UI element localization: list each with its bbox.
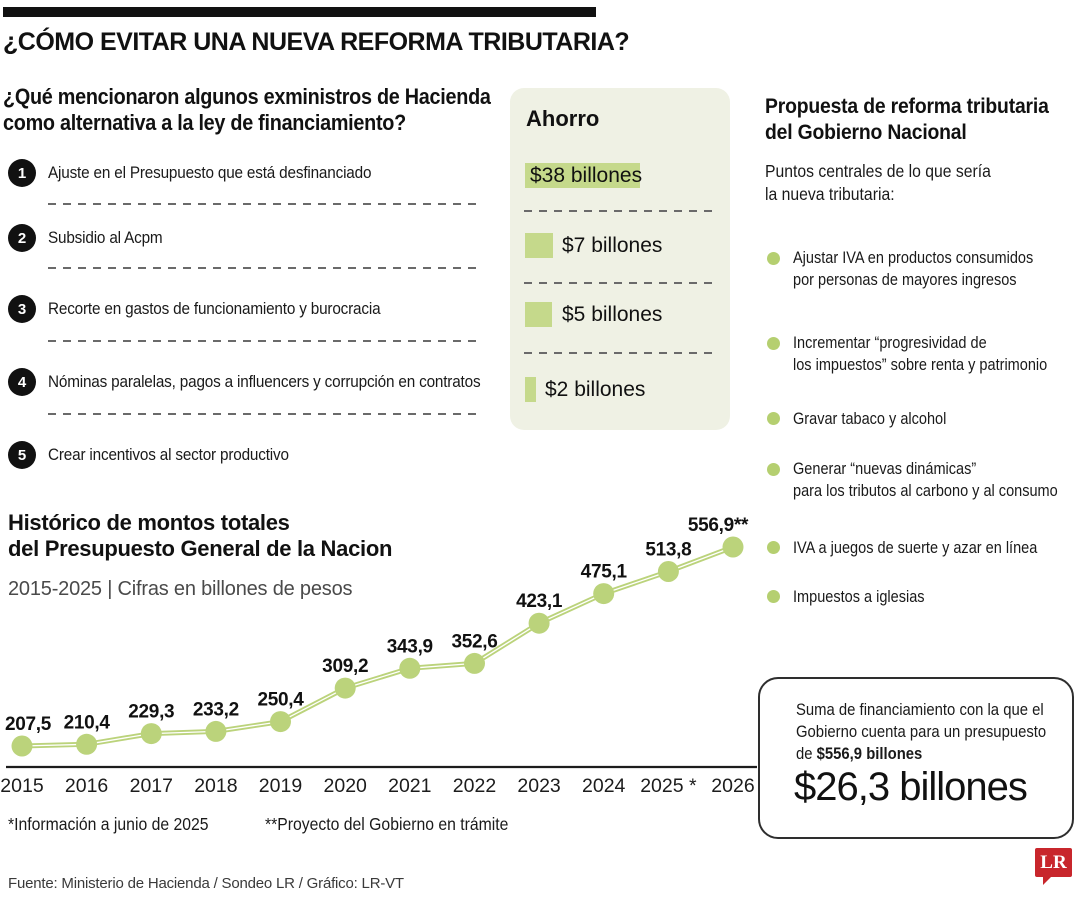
question-line1: ¿Qué mencionaron algunos exministros de Hacienda: [3, 84, 491, 109]
svg-text:2022: 2022: [452, 775, 497, 797]
chart-subtitle: 2015-2025 | Cifras en billones de pesos: [8, 578, 353, 600]
svg-text:2023: 2023: [517, 775, 561, 797]
divider: [48, 267, 482, 269]
list-item: Recorte en gastos de funcionamiento y burocracia: [48, 299, 381, 318]
ahorro-panel: [510, 88, 730, 430]
ahorro-bar-2: [525, 377, 536, 402]
proposal-title: Propuesta de reforma tributaria del Gobierno Nacional: [765, 94, 1049, 144]
item-5-number: 5: [8, 441, 36, 469]
svg-text:309,2: 309,2: [322, 656, 369, 678]
bullet-icon: [767, 337, 780, 350]
proposal-bullet: Impuestos a iglesias: [793, 588, 925, 606]
svg-text:2017: 2017: [129, 775, 173, 797]
ahorro-title: Ahorro: [526, 106, 600, 131]
ahorro-value: $2 billones: [545, 378, 646, 401]
svg-text:475,1: 475,1: [580, 561, 627, 583]
lr-logo-text: LR: [1040, 851, 1067, 873]
svg-text:2024: 2024: [582, 775, 626, 797]
divider: [524, 282, 712, 284]
list-item: Crear incentivos al sector productivo: [48, 445, 289, 464]
proposal-bullet: Gravar tabaco y alcohol: [793, 410, 947, 428]
chart-title: Histórico de montos totales del Presupuesto General de la Nacion: [8, 510, 393, 561]
svg-text:233,2: 233,2: [192, 699, 239, 721]
summary-text: Suma de financiamiento con la que el Gobierno cuenta para un presupuesto de $556,9 billones: [796, 701, 1047, 763]
svg-text:2016: 2016: [64, 775, 109, 797]
proposal-bullet: Incrementar “progresividad de los impuestos” sobre renta y patrimonio: [793, 334, 1048, 374]
svg-text:2018: 2018: [194, 775, 238, 797]
svg-text:2021: 2021: [388, 775, 432, 797]
svg-text:556,9**: 556,9**: [687, 515, 749, 536]
list-item: Subsidio al Acpm: [48, 228, 163, 247]
source-credit: Fuente: Ministerio de Hacienda / Sondeo LR / Gráfico: LR-VT: [8, 875, 404, 892]
divider: [524, 352, 712, 354]
svg-text:229,3: 229,3: [128, 701, 175, 723]
budget-line-chart: [0, 500, 760, 805]
svg-text:2026: 2026: [711, 775, 755, 797]
bullet-icon: [767, 590, 780, 603]
title-rule: [3, 7, 596, 17]
list-item: Ajuste en el Presupuesto que está desfinanciado: [48, 163, 372, 182]
divider: [524, 210, 712, 212]
bullet-icon: [767, 541, 780, 554]
proposal-bullet: IVA a juegos de suerte y azar en línea: [793, 539, 1038, 557]
ahorro-bar-5: [525, 302, 552, 327]
proposal-bullet: Ajustar IVA en productos consumidos por personas de mayores ingresos: [793, 249, 1034, 289]
page-title: ¿CÓMO EVITAR UNA NUEVA REFORMA TRIBUTARIA?: [3, 28, 630, 56]
svg-text:352,6: 352,6: [451, 631, 498, 653]
item-1-number: 1: [8, 159, 36, 187]
divider: [48, 340, 482, 342]
svg-text:210,4: 210,4: [63, 712, 110, 734]
lr-logo-tail: [1043, 876, 1052, 885]
question-line2: como alternativa a la ley de financiamiento?: [3, 110, 406, 135]
svg-text:2025 *: 2025 *: [640, 775, 697, 797]
item-3-number: 3: [8, 295, 36, 323]
svg-text:207,5: 207,5: [4, 714, 52, 735]
proposal-bullet: Generar “nuevas dinámicas” para los tributos al carbono y al consumo: [793, 460, 1058, 500]
item-2-number: 2: [8, 224, 36, 252]
item-4-number: 4: [8, 368, 36, 396]
ahorro-value: $7 billones: [562, 234, 663, 257]
divider: [48, 203, 482, 205]
svg-text:423,1: 423,1: [516, 591, 563, 613]
svg-text:250,4: 250,4: [257, 689, 304, 711]
proposal-column: [765, 0, 1080, 660]
footnote-1: *Información a junio de 2025: [8, 814, 209, 834]
ahorro-value: $38 billones: [530, 164, 643, 187]
summary-bold-amount: $556,9 billones: [816, 745, 923, 763]
svg-text:343,9: 343,9: [386, 636, 433, 658]
bullet-icon: [767, 412, 780, 425]
bullet-icon: [767, 463, 780, 476]
svg-text:2020: 2020: [323, 775, 367, 797]
list-item: Nóminas paralelas, pagos a influencers y corrupción en contratos: [48, 372, 481, 391]
svg-text:2015: 2015: [0, 775, 44, 797]
chart-footnotes: [8, 814, 536, 835]
ahorro-value: $5 billones: [562, 303, 663, 326]
summary-amount: $26,3 billones: [794, 765, 1027, 809]
svg-text:2019: 2019: [258, 775, 303, 797]
summary-box: [758, 677, 1074, 839]
svg-text:513,8: 513,8: [645, 539, 692, 561]
proposal-intro: Puntos centrales de lo que sería la nueva tributaria:: [765, 161, 991, 204]
bullet-icon: [767, 252, 780, 265]
ahorro-bar-7: [525, 233, 553, 258]
lr-logo: [1035, 848, 1072, 877]
footnote-2: **Proyecto del Gobierno en trámite: [265, 814, 509, 834]
left-question: [3, 84, 545, 136]
divider: [48, 413, 482, 415]
